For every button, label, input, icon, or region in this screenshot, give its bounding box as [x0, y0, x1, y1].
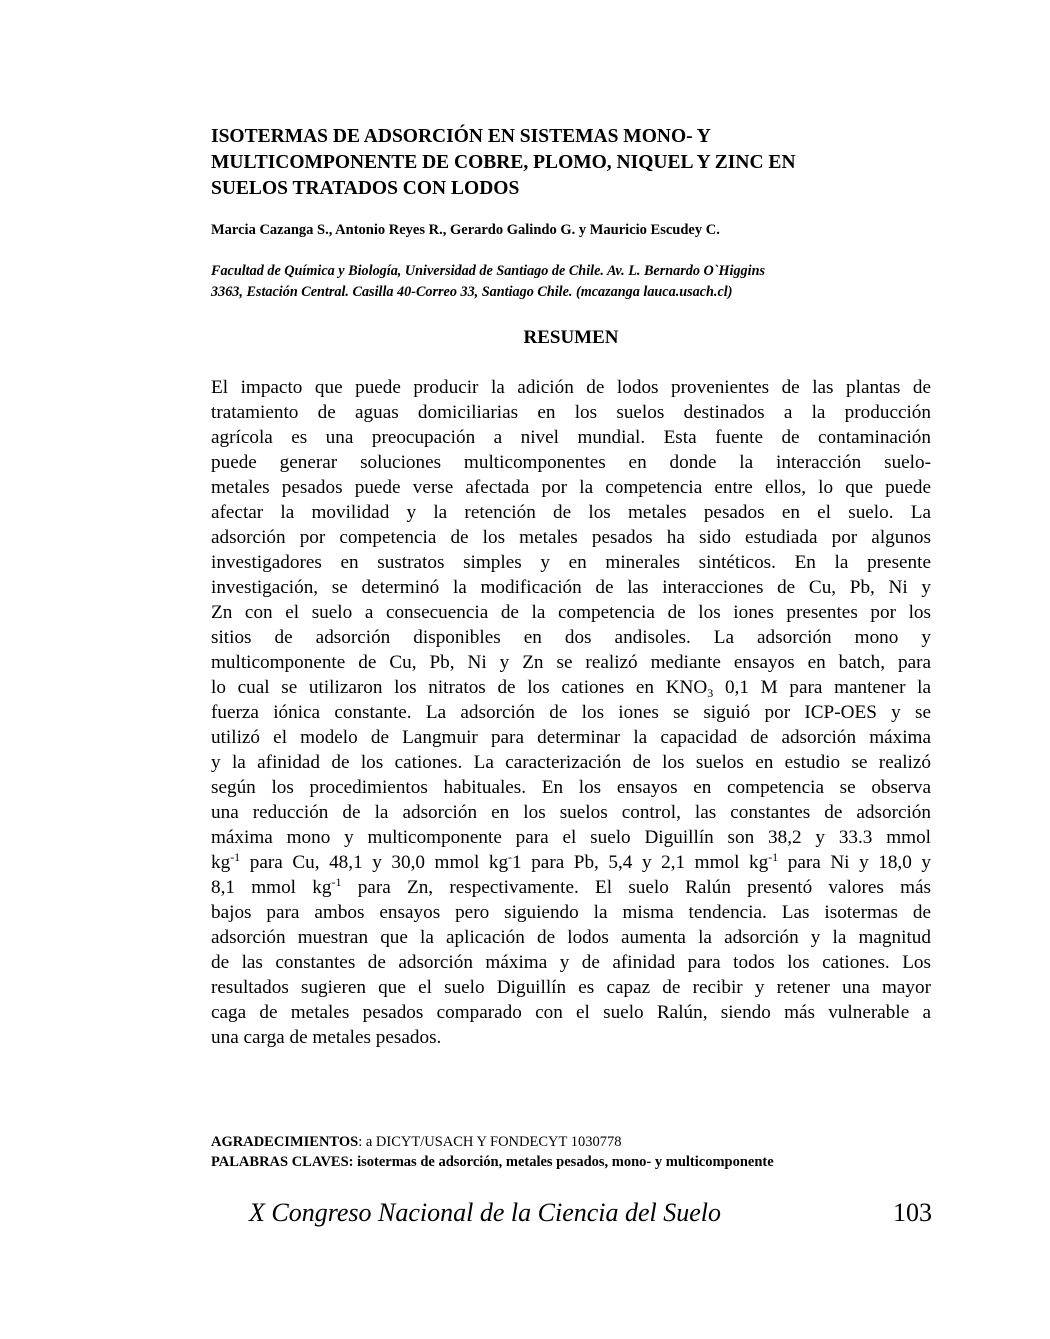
abstract-text: 0,1 M para mantener la — [713, 677, 931, 698]
page-number: 103 — [893, 1198, 932, 1227]
abstract-line: investigación, se determinó la modificación de las interacciones de Cu, Pb, Ni y — [211, 577, 931, 598]
abstract-line: una reducción de la adsorción en los suelos control, las constantes de adsorción — [211, 802, 931, 823]
abstract-line — [211, 675, 931, 700]
abstract-text: para Ni y 18,0 y — [778, 852, 931, 873]
section-heading: RESUMEN — [523, 327, 619, 348]
author-list: Marcia Cazanga S., Antonio Reyes R., Gerardo Galindo G. y Mauricio Escudey C. — [211, 222, 720, 238]
title-line: ISOTERMAS DE ADSORCIÓN EN SISTEMAS MONO- Y — [211, 126, 711, 147]
abstract-line: afectar la movilidad y la retención de los metales pesados en el suelo. La — [211, 502, 931, 523]
page-footer — [249, 1196, 932, 1230]
abstract-text: 8,1 mmol kg — [211, 877, 332, 898]
abstract-line: tratamiento de aguas domiciliarias en los suelos destinados a la producción — [211, 402, 931, 423]
abstract-body — [211, 375, 931, 1050]
affiliation-line: Facultad de Química y Biología, Universidad de Santiago de Chile. Av. L. Bernardo O`Higgins — [211, 263, 765, 279]
conference-name: X Congreso Nacional de la Ciencia del Suelo — [249, 1198, 722, 1227]
abstract-line: agrícola es una preocupación a nivel mundial. Esta fuente de contaminación — [211, 427, 931, 448]
superscript: -1 — [230, 850, 241, 864]
abstract-line — [211, 850, 931, 875]
abstract-line: metales pesados puede verse afectada por la competencia entre ellos, lo que puede — [211, 477, 931, 498]
abstract-line: Zn con el suelo a consecuencia de la competencia de los iones presentes por los — [211, 602, 931, 623]
abstract-text: para Cu, 48,1 y 30,0 mmol kg — [240, 852, 509, 873]
keywords-label: PALABRAS CLAVES: — [211, 1154, 354, 1170]
abstract-line: adsorción muestran que la aplicación de lodos aumenta la adsorción y la magnitud — [211, 927, 931, 948]
abstract-text: lo cual se utilizaron los nitratos de los cationes en KNO — [211, 677, 708, 698]
abstract-line: utilizó el modelo de Langmuir para determinar la capacidad de adsorción máxima — [211, 727, 931, 748]
abstract-line: sitios de adsorción disponibles en dos andisoles. La adsorción mono y — [211, 627, 931, 648]
abstract-line: de las constantes de adsorción máxima y de afinidad para todos los cationes. Los — [211, 952, 931, 973]
abstract-line: fuerza iónica constante. La adsorción de los iones se siguió por ICP-OES y se — [211, 702, 931, 723]
acknowledgements-text: : a DICYT/USACH Y FONDECYT 1030778 — [358, 1134, 622, 1150]
abstract-line: multicomponente de Cu, Pb, Ni y Zn se realizó mediante ensayos en batch, para — [211, 652, 931, 673]
superscript: -1 — [331, 875, 342, 889]
subscript: 3 — [707, 686, 714, 700]
affiliation — [211, 261, 931, 303]
abstract-line: una carga de metales pesados. — [211, 1027, 442, 1048]
abstract-line: y la afinidad de los cationes. La caracterización de los suelos en estudio se realizó — [211, 752, 931, 773]
abstract-text: para Zn, respectivamente. El suelo Ralún presentó valores más — [341, 877, 931, 898]
abstract-line: El impacto que puede producir la adición de lodos provenientes de las plantas de — [211, 377, 931, 398]
abstract-line: según los procedimientos habituales. En los ensayos en competencia se observa — [211, 777, 931, 798]
abstract-text: 1 para Pb, 5,4 y 2,1 mmol kg — [512, 852, 769, 873]
title-line: SUELOS TRATADOS CON LODOS — [211, 178, 520, 199]
abstract-line: resultados sugieren que el suelo Diguillín es capaz de recibir y retener una mayor — [211, 977, 931, 998]
superscript: -1 — [768, 850, 779, 864]
superscript: - — [508, 850, 513, 864]
affiliation-line: 3363, Estación Central. Casilla 40-Correo 33, Santiago Chile. (mcazanga lauca.usach.cl) — [211, 284, 733, 300]
abstract-line: caga de metales pesados comparado con el suelo Ralún, siendo más vulnerable a — [211, 1002, 931, 1023]
abstract-line: bajos para ambos ensayos pero siguiendo la misma tendencia. Las isotermas de — [211, 902, 931, 923]
abstract-line — [211, 875, 931, 900]
acknowledgements — [211, 1133, 931, 1152]
abstract-line: investigadores en sustratos simples y en minerales sintéticos. En la presente — [211, 552, 931, 573]
keywords — [211, 1153, 931, 1172]
abstract-text: kg — [211, 852, 231, 873]
keywords-text: isotermas de adsorción, metales pesados, mono- y multicomponente — [353, 1154, 774, 1170]
abstract-line: máxima mono y multicomponente para el suelo Diguillín son 38,2 y 33.3 mmol — [211, 827, 931, 848]
acknowledgements-label: AGRADECIMIENTOS — [211, 1134, 359, 1150]
title-line: MULTICOMPONENTE DE COBRE, PLOMO, NIQUEL Y ZINC EN — [211, 152, 796, 173]
paper-title — [211, 124, 931, 202]
abstract-line: adsorción por competencia de los metales pesados ha sido estudiada por algunos — [211, 527, 931, 548]
abstract-line: puede generar soluciones multicomponentes en donde la interacción suelo- — [211, 452, 931, 473]
